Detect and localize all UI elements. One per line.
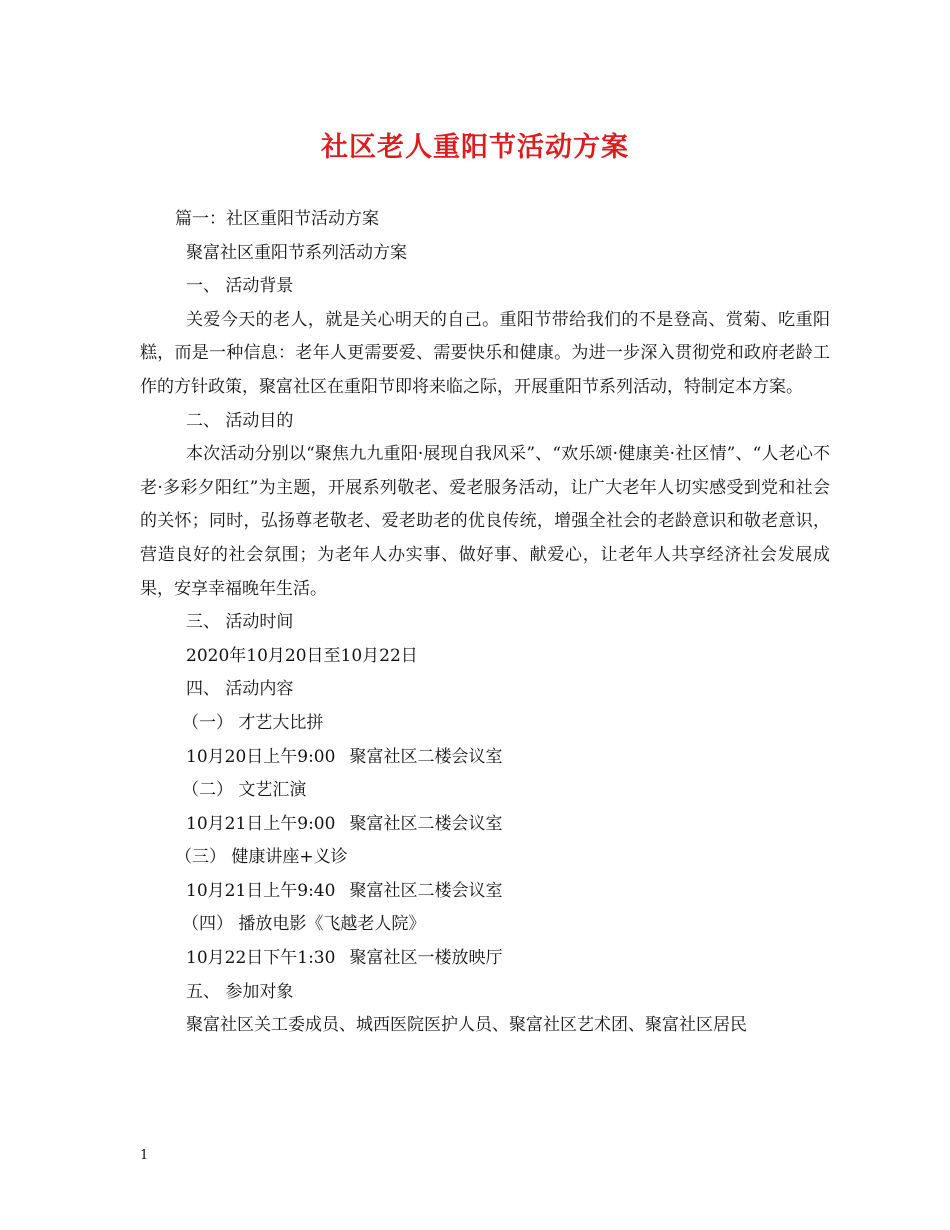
- activity-time: 10月22日下午1:30: [186, 948, 336, 969]
- section-heading-background: 一、 活动背景: [186, 276, 294, 297]
- activity-item-label: （二） 文艺汇演: [182, 780, 307, 801]
- activity-item-label: （四） 播放电影《飞越老人院》: [182, 914, 426, 935]
- activity-item-schedule: [140, 741, 830, 775]
- subtitle-plan-name: 聚富社区重阳节系列活动方案: [186, 242, 407, 263]
- activity-item-label: （三） 健康讲座+义诊: [175, 847, 348, 868]
- activity-item-schedule: [140, 942, 830, 976]
- document-body: [140, 203, 830, 1043]
- section-heading-purpose: 二、 活动目的: [186, 410, 294, 431]
- document-title: 社区老人重阳节活动方案: [321, 132, 629, 163]
- section-body-participants: 聚富社区关工委成员、城西医院医护人员、聚富社区艺术团、聚富社区居民: [186, 1015, 747, 1036]
- activity-item-schedule: [140, 875, 830, 909]
- section-body-background: 关爱今天的老人，就是关心明天的自己。重阳节带给我们的不是登高、赏菊、吃重阳糕，而是一种信息：老年人更需要爱、需要快乐和健康。为进一步深入贯彻党和政府老龄工作的方针政策，聚富社区在重阳节即将来临之际，开展重阳节系列活动，特制定本方案。: [140, 309, 830, 397]
- activity-place: 聚富社区二楼会议室: [349, 880, 503, 901]
- activity-time: 10月20日上午9:00: [186, 746, 336, 767]
- activity-item-schedule: [140, 808, 830, 842]
- activity-place: 聚富社区一楼放映厅: [349, 948, 503, 969]
- activity-time: 10月21日上午9:40: [186, 880, 336, 901]
- activity-place: 聚富社区二楼会议室: [349, 746, 503, 767]
- activity-place: 聚富社区二楼会议室: [349, 813, 503, 834]
- activity-time: 10月21日上午9:00: [186, 813, 336, 834]
- section-body-purpose: 本次活动分别以“聚焦九九重阳·展现自我风采”、“欢乐颂·健康美·社区情”、“人老心不老·多彩夕阳红”为主题，开展系列敬老、爱老服务活动，让广大老年人切实感受到党和社会的关怀；同时，弘扬尊老敬老、爱老助老的优良传统，增强全社会的老龄意识和敬老意识，营造良好的社会氛围；为老年人办实事、做好事、献爱心，让老年人共享经济社会发展成果，安享幸福晚年生活。: [140, 444, 830, 599]
- section-heading-time: 三、 活动时间: [186, 612, 294, 633]
- section-heading-content: 四、 活动内容: [186, 679, 294, 700]
- section-body-time: 2020年10月20日至10月22日: [186, 645, 418, 666]
- page-number: 1: [140, 1148, 149, 1163]
- section-heading-participants: 五、 参加对象: [186, 981, 294, 1002]
- activity-item-label: （一） 才艺大比拼: [182, 712, 324, 733]
- subtitle-part-one: 篇一：社区重阳节活动方案: [175, 209, 379, 229]
